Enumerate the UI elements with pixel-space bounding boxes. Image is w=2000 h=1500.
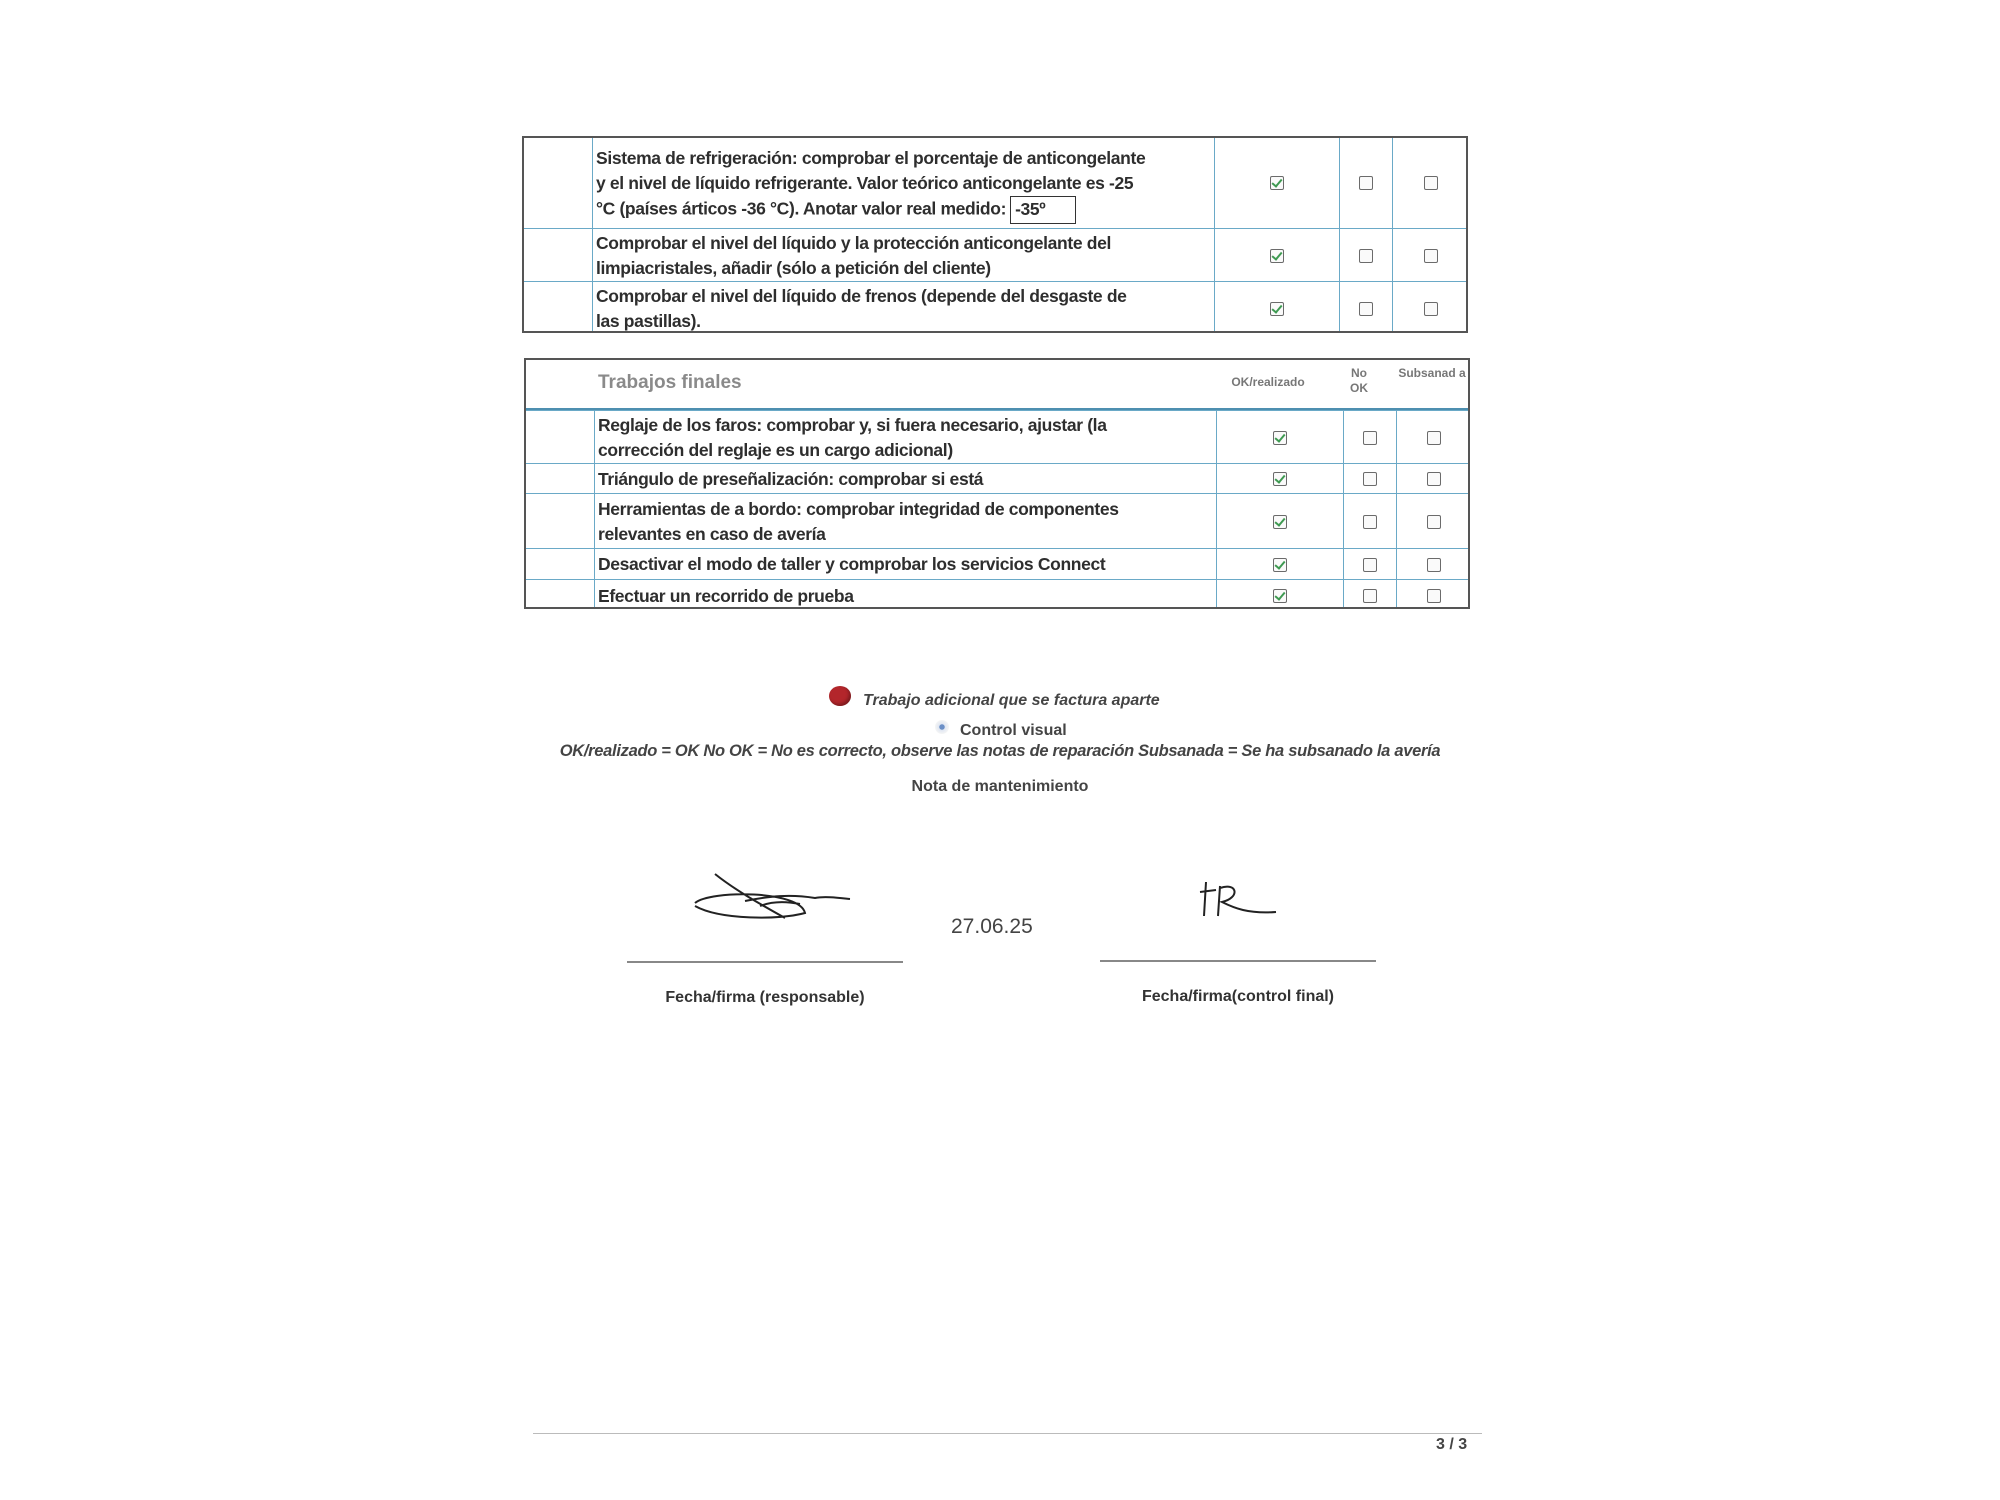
item-text-line: corrección del reglaje es un cargo adicional) [598, 439, 953, 460]
checklist-table-cooling [522, 136, 1468, 333]
checklist-row [526, 493, 1468, 548]
item-text-line: relevantes en caso de avería [598, 523, 826, 544]
checklist-row [524, 138, 1466, 228]
checkbox-ok[interactable] [1273, 472, 1287, 486]
checkbox-ok[interactable] [1273, 589, 1287, 603]
checklist-item-text [596, 146, 1145, 224]
checkbox-subsanado[interactable] [1424, 176, 1438, 190]
checkbox-no-ok[interactable] [1359, 249, 1373, 263]
checkbox-subsanado[interactable] [1427, 558, 1441, 572]
item-text-line: las pastillas). [596, 311, 701, 331]
responsible-signature-line [627, 961, 903, 963]
responsible-signature [690, 868, 855, 928]
checkbox-no-ok[interactable] [1363, 558, 1377, 572]
checkbox-subsanado[interactable] [1427, 472, 1441, 486]
checkbox-no-ok[interactable] [1363, 515, 1377, 529]
legend-visual-control: Control visual [960, 722, 1067, 739]
checklist-item-text [598, 413, 1107, 463]
checkbox-subsanado[interactable] [1424, 249, 1438, 263]
item-text-line: limpiacristales, añadir (sólo a petición del cliente) [596, 257, 991, 278]
checklist-table-final-work [524, 358, 1470, 609]
checkbox-ok[interactable] [1273, 558, 1287, 572]
legend-explanation: OK/realizado = OK No OK = No es correcto, observe las notas de reparación Subsanada = Se ha subsanado la avería [559, 742, 1441, 760]
checklist-item-text [596, 284, 1127, 334]
checklist-row [526, 579, 1468, 611]
checklist-row [526, 548, 1468, 579]
signature-date: 27.06.25 [951, 915, 1033, 938]
responsible-label: Fecha/firma (responsable) [665, 989, 865, 1006]
checkbox-no-ok[interactable] [1359, 302, 1373, 316]
footer-rule [533, 1433, 1482, 1434]
checklist-row [524, 281, 1466, 335]
checklist-item-text [596, 231, 1111, 281]
checkbox-subsanado[interactable] [1427, 515, 1441, 529]
item-text-line: Reglaje de los faros: comprobar y, si fuera necesario, ajustar (la [598, 414, 1107, 435]
checkbox-subsanado[interactable] [1424, 302, 1438, 316]
item-text-line: Comprobar el nivel del líquido de frenos (depende del desgaste de [596, 286, 1127, 306]
checklist-item-text [598, 552, 1105, 577]
page-number: 3 / 3 [1436, 1436, 1468, 1453]
checkbox-ok[interactable] [1270, 249, 1284, 263]
checkbox-no-ok[interactable] [1363, 431, 1377, 445]
checkbox-ok[interactable] [1273, 515, 1287, 529]
item-text-line: Triángulo de preseñalización: comprobar si está [598, 468, 984, 489]
checklist-row [524, 228, 1466, 281]
final-control-signature-line [1100, 960, 1376, 962]
checklist-item-text [598, 497, 1119, 547]
checkbox-no-ok[interactable] [1363, 589, 1377, 603]
visual-control-eye-icon [935, 720, 949, 734]
legend-extra-work: Trabajo adicional que se factura aparte [863, 692, 1160, 709]
final-work-title: Trabajos finales [598, 372, 742, 393]
item-text-line: °C (países árticos -36 °C). Anotar valor real medido: [596, 198, 1007, 219]
checkbox-ok[interactable] [1273, 431, 1287, 445]
final-control-label: Fecha/firma(control final) [1141, 988, 1335, 1005]
extra-work-dot-icon [829, 686, 851, 706]
item-text-line: y el nivel de líquido refrigerante. Valor teórico anticongelante es -25 [596, 172, 1134, 193]
measured-value-field[interactable]: -35º [1010, 196, 1076, 224]
checkbox-subsanado[interactable] [1427, 431, 1441, 445]
checkbox-ok[interactable] [1270, 302, 1284, 316]
checkbox-ok[interactable] [1270, 176, 1284, 190]
checkbox-no-ok[interactable] [1363, 472, 1377, 486]
col-header-ok: OK/realizado [1231, 375, 1305, 389]
checklist-row [526, 410, 1468, 463]
col-header-no-ok: No OK [1350, 366, 1368, 395]
item-text-line: Efectuar un recorrido de prueba [598, 585, 854, 606]
col-header-subsanado: Subsanad a [1398, 366, 1466, 380]
item-text-line: Sistema de refrigeración: comprobar el porcentaje de anticongelante [596, 147, 1146, 168]
checklist-item-text [598, 467, 983, 492]
final-control-signature [1198, 878, 1278, 920]
checkbox-subsanado[interactable] [1427, 589, 1441, 603]
item-text-line [596, 196, 1145, 224]
checkbox-no-ok[interactable] [1359, 176, 1373, 190]
item-text-line: Desactivar el modo de taller y comprobar los servicios Connect [598, 554, 1106, 574]
item-text-line: Herramientas de a bordo: comprobar integridad de componentes [598, 498, 1119, 519]
checklist-item-text [598, 584, 854, 609]
checklist-row [526, 463, 1468, 493]
maintenance-note-title: Nota de mantenimiento [911, 778, 1089, 795]
item-text-line: Comprobar el nivel del líquido y la protección anticongelante del [596, 232, 1111, 253]
